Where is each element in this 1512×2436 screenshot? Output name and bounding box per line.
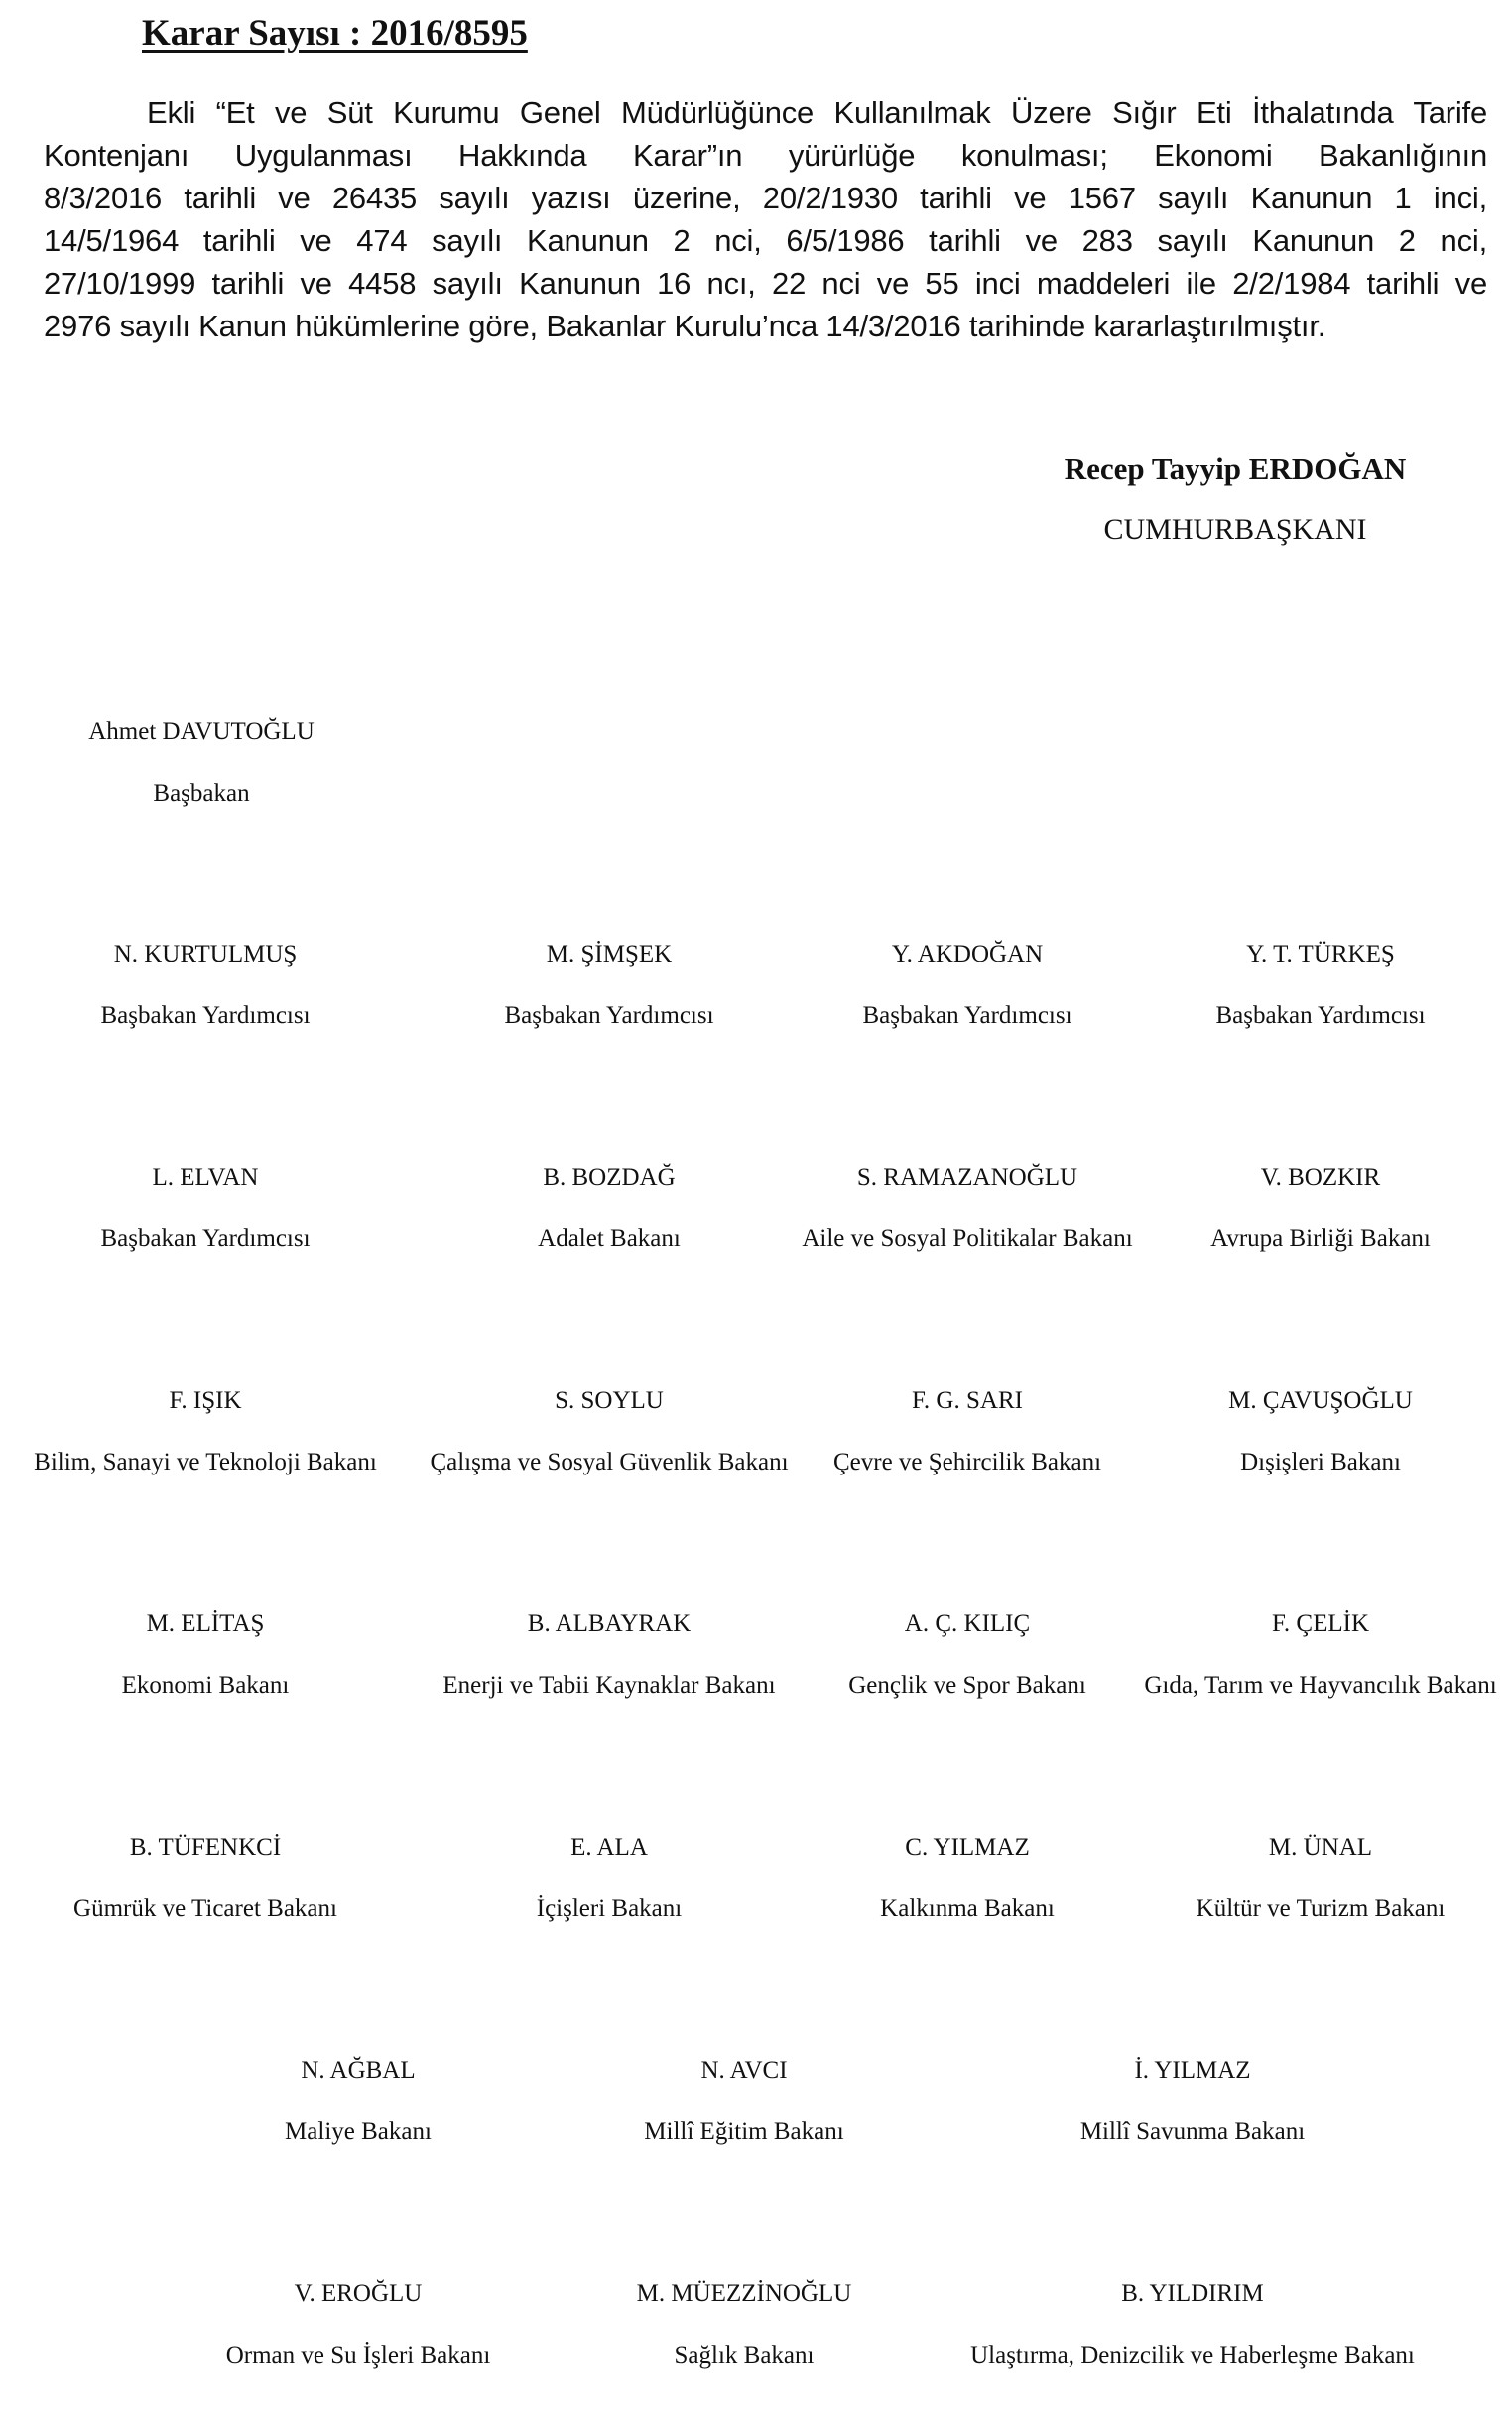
signatory-block: [1082, 1833, 1512, 1924]
paragraph-line: 2976 sayılı Kanun hükümlerine göre, Bakanlar Kurulu’nca 14/3/2016 tarihinde kararlaştırılmıştır.: [44, 309, 1326, 343]
signatory-name: B. YILDIRIM: [1121, 2280, 1264, 2307]
paragraph-line: 14/5/1964 tarihli ve 474 sayılı Kanunun 2 nci, 6/5/1986 tarihli ve 283 sayılı Kanunun 2 nci,: [44, 223, 1487, 258]
signatory-block: [1082, 1386, 1512, 1477]
signatory-block: [506, 2279, 982, 2371]
signatory-role: Sağlık Bakanı: [674, 2342, 815, 2369]
signatory-role: Çalışma ve Sosyal Güvenlik Bakanı: [430, 1449, 789, 1475]
decision-paragraph: [44, 91, 1487, 347]
signatory-block: [1082, 1163, 1512, 1254]
signatory-block: [954, 2056, 1431, 2147]
signatory-role: Orman ve Su İşleri Bakanı: [225, 2342, 491, 2369]
signatory-name: F. G. SARI: [912, 1387, 1023, 1414]
signatory-role: Başbakan Yardımcısı: [100, 1002, 311, 1029]
president-title: CUMHURBAŞKANI: [1103, 513, 1367, 546]
signatory-name: E. ALA: [570, 1834, 648, 1860]
signatory-name: S. RAMAZANOĞLU: [856, 1164, 1078, 1191]
signatory-name: N. KURTULMUŞ: [113, 941, 298, 967]
paragraph-line: Kontenjanı Uygulanması Hakkında Karar”ın yürürlüğe konulması; Ekonomi Bakanlığının: [44, 138, 1487, 173]
signatory-role: Başbakan Yardımcısı: [862, 1002, 1072, 1029]
signatory-name: İ. YILMAZ: [1134, 2057, 1251, 2084]
signatory-name: M. ELİTAŞ: [146, 1610, 265, 1637]
signatory-role: Kalkınma Bakanı: [880, 1895, 1055, 1922]
signatory-name: Y. AKDOĞAN: [891, 941, 1044, 967]
paragraph-line: 27/10/1999 tarihli ve 4458 sayılı Kanunun 16 ncı, 22 nci ve 55 inci maddeleri ile 2/2/1984 tarihli ve: [44, 266, 1487, 301]
signatory-role: Maliye Bakanı: [285, 2118, 432, 2145]
signatory-block: [954, 2279, 1431, 2371]
signatory-role: Aile ve Sosyal Politikalar Bakanı: [802, 1225, 1133, 1252]
signatory-role: Başbakan Yardımcısı: [504, 1002, 714, 1029]
signatory-name: V. EROĞLU: [294, 2280, 423, 2307]
signatory-name: L. ELVAN: [152, 1164, 259, 1191]
signatory-role: Bilim, Sanayi ve Teknoloji Bakanı: [34, 1449, 377, 1475]
signatory-name: C. YILMAZ: [905, 1834, 1030, 1860]
president-name: Recep Tayyip ERDOĞAN: [1064, 451, 1407, 486]
signatory-role: Avrupa Birliği Bakanı: [1210, 1225, 1431, 1252]
decision-number-title: Karar Sayısı : 2016/8595: [142, 13, 528, 54]
signatory-name: Y. T. TÜRKEŞ: [1246, 941, 1395, 967]
signatory-role: Gençlik ve Spor Bakanı: [848, 1672, 1086, 1699]
signatory-name: A. Ç. KILIÇ: [904, 1610, 1031, 1637]
signatory-role: Başbakan Yardımcısı: [100, 1225, 311, 1252]
signatory-role: İçişleri Bakanı: [536, 1895, 683, 1922]
signatory-role: Ekonomi Bakanı: [121, 1672, 290, 1699]
signatory-name: Ahmet DAVUTOĞLU: [88, 718, 315, 745]
prime-minister-signature-block: [0, 717, 440, 809]
signatory-role: Kültür ve Turizm Bakanı: [1196, 1895, 1446, 1922]
signatory-role: Gıda, Tarım ve Hayvancılık Bakanı: [1144, 1672, 1497, 1699]
signatory-name: B. ALBAYRAK: [527, 1610, 692, 1637]
signatory-block: [506, 2056, 982, 2147]
signatory-role: Adalet Bakanı: [538, 1225, 681, 1252]
signatory-name: N. AĞBAL: [301, 2057, 416, 2084]
signatory-name: M. MÜEZZİNOĞLU: [636, 2280, 852, 2307]
signatory-name: F. IŞIK: [169, 1387, 242, 1414]
signatory-name: M. ÜNAL: [1268, 1834, 1373, 1860]
paragraph-line: Ekli “Et ve Süt Kurumu Genel Müdürlüğünce Kullanılmak Üzere Sığır Eti İthalatında Tarife: [147, 95, 1487, 130]
signatory-name: B. TÜFENKCİ: [129, 1834, 282, 1860]
signatory-role: Başbakan Yardımcısı: [1215, 1002, 1426, 1029]
signatory-name: S. SOYLU: [555, 1387, 664, 1414]
signatory-role: Enerji ve Tabii Kaynaklar Bakanı: [442, 1672, 776, 1699]
signatory-name: M. ŞİMŞEK: [546, 941, 673, 967]
signatory-block: [1082, 1609, 1512, 1701]
signatory-role: Dışişleri Bakanı: [1240, 1449, 1401, 1475]
signatory-name: F. ÇELİK: [1272, 1610, 1369, 1637]
signatory-block: [1082, 940, 1512, 1031]
signatory-role: Çevre ve Şehircilik Bakanı: [832, 1449, 1102, 1475]
signatory-name: M. ÇAVUŞOĞLU: [1228, 1387, 1413, 1414]
signatory-role: Millî Eğitim Bakanı: [644, 2118, 844, 2145]
signatory-name: V. BOZKIR: [1260, 1164, 1381, 1191]
signatory-name: N. AVCI: [700, 2057, 788, 2084]
signatory-role: Başbakan: [153, 780, 250, 807]
signatory-role: Gümrük ve Ticaret Bakanı: [73, 1895, 337, 1922]
signatory-role: Millî Savunma Bakanı: [1079, 2118, 1306, 2145]
signatory-role: Ulaştırma, Denizcilik ve Haberleşme Bakanı: [970, 2342, 1415, 2369]
signatory-name: B. BOZDAĞ: [543, 1164, 676, 1191]
paragraph-line: 8/3/2016 tarihli ve 26435 sayılı yazısı üzerine, 20/2/1930 tarihli ve 1567 sayılı Kanunun 1 inci,: [44, 181, 1487, 215]
